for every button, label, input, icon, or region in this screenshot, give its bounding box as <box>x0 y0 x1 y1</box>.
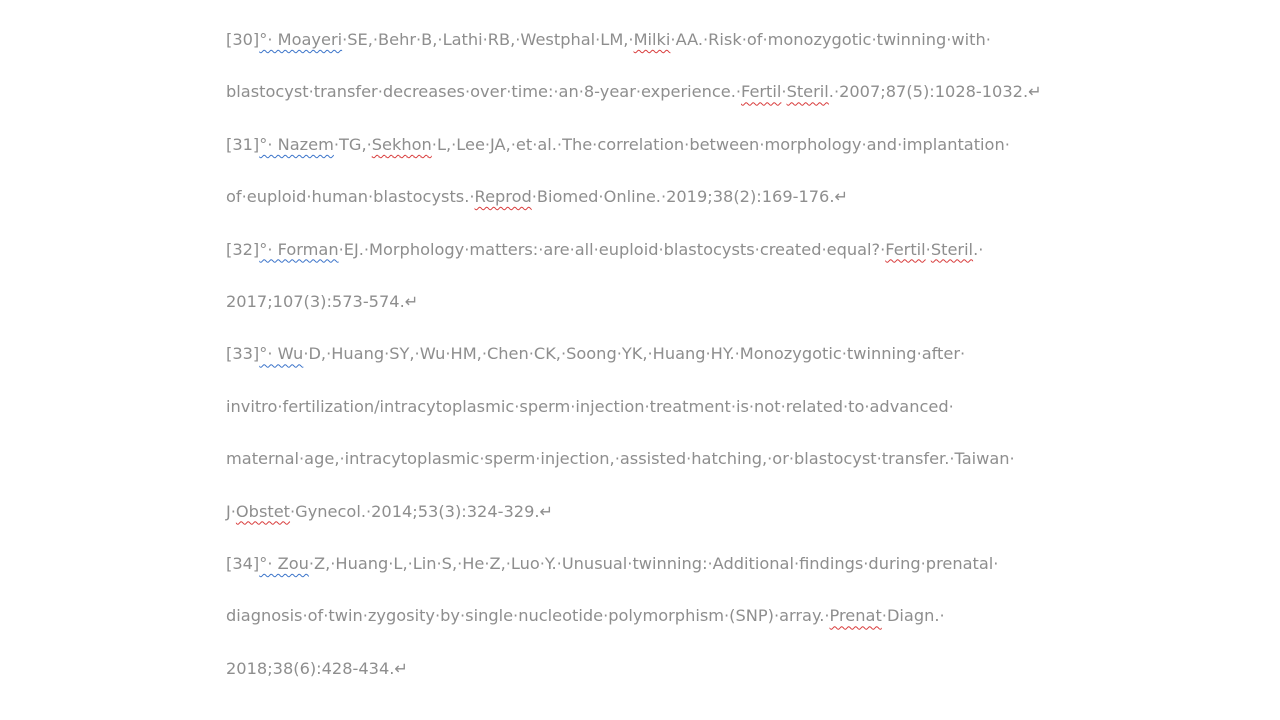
spelling-flagged-word: Steril <box>786 82 829 102</box>
ref-31-line-1[interactable] <box>226 119 1126 171</box>
ref-32-line-2[interactable] <box>226 276 1126 328</box>
text-run: blastocyst·transfer·decreases·over·time:·an·8-year·experience.· <box>226 82 742 102</box>
text-run: [34] <box>226 553 260 573</box>
spelling-flagged-word: Obstet <box>235 501 291 521</box>
ref-34-line-2[interactable] <box>226 590 1126 642</box>
ref-33-line-1[interactable] <box>226 328 1126 380</box>
text-run: .·2007;87(5):1028-1032.↵ <box>828 82 1042 102</box>
text-run: ·Diagn.· <box>881 606 945 626</box>
grammar-flagged-word: °· Moayeri <box>259 30 343 49</box>
reference-list[interactable] <box>226 14 1126 695</box>
text-run: maternal·age,·intracytoplasmic·sperm·injection,·assisted·hatching,·or·blastocyst·transfer.·Taiwan· <box>226 449 1015 469</box>
ref-33-line-3[interactable] <box>226 433 1126 485</box>
ref-30-line-1[interactable] <box>226 14 1126 66</box>
ref-34-line-1[interactable] <box>226 538 1126 590</box>
text-run: ·SE,·Behr·B,·Lathi·RB,·Westphal·LM,· <box>342 30 634 49</box>
spelling-flagged-word: Sekhon <box>371 134 432 154</box>
text-run: ·AA.·Risk·of·monozygotic·twinning·with· <box>670 30 991 49</box>
text-run: ·L,·Lee·JA,·et·al.·The·correlation·between·morphology·and·implantation· <box>431 134 1010 154</box>
grammar-flagged-word: °· Wu <box>259 344 304 364</box>
text-run: ·TG,· <box>333 134 372 154</box>
text-run: ·Gynecol.·2014;53(3):324-329.↵ <box>290 501 554 521</box>
text-run: [30] <box>226 30 260 49</box>
ref-33-line-2[interactable] <box>226 381 1126 433</box>
ref-32-line-1[interactable] <box>226 224 1126 276</box>
spelling-flagged-word: Fertil <box>741 82 782 102</box>
spelling-flagged-word: Fertil <box>885 239 926 259</box>
spelling-flagged-word: Prenat <box>829 606 882 626</box>
text-run: .· <box>973 239 984 259</box>
ref-33-line-4[interactable] <box>226 486 1126 538</box>
spelling-flagged-word: Steril <box>930 239 974 259</box>
text-run: · <box>781 82 787 102</box>
text-run: ·D,·Huang·SY,·Wu·HM,·Chen·CK,·Soong·YK,·Huang·HY.·Monozygotic·twinning·after· <box>303 344 966 364</box>
text-run: of·euploid·human·blastocysts.· <box>226 187 475 207</box>
text-run: 2018;38(6):428-434.↵ <box>226 658 408 678</box>
text-run: invitro·fertilization/intracytoplasmic·sperm·injection·treatment·is·not·related·to·advanced· <box>226 396 954 416</box>
spelling-flagged-word: Reprod <box>474 187 532 207</box>
grammar-flagged-word: °· Zou <box>259 553 309 573</box>
text-run: 2017;107(3):573-574.↵ <box>226 291 419 311</box>
text-run: · <box>925 239 931 259</box>
ref-31-line-2[interactable] <box>226 171 1126 223</box>
text-run: ·Z,·Huang·L,·Lin·S,·He·Z,·Luo·Y.·Unusual·twinning:·Additional·findings·during·prenatal· <box>308 553 999 573</box>
text-run: ·EJ.·Morphology·matters:·are·all·euploid·blastocysts·created·equal?· <box>338 239 886 259</box>
text-run: diagnosis·of·twin·zygosity·by·single·nucleotide·polymorphism·(SNP)·array.· <box>226 606 830 626</box>
spelling-flagged-word: Milki <box>633 30 671 49</box>
ref-34-line-3[interactable] <box>226 643 1126 695</box>
text-run: [32] <box>226 239 260 259</box>
text-run: ·Biomed·Online.·2019;38(2):169-176.↵ <box>531 187 849 207</box>
text-run: [31] <box>226 134 260 154</box>
grammar-flagged-word: °· Nazem <box>259 134 334 154</box>
text-run: [33] <box>226 344 260 364</box>
grammar-flagged-word: °· Forman <box>259 239 339 259</box>
ref-30-line-2[interactable] <box>226 66 1126 118</box>
text-run: J· <box>226 501 236 521</box>
